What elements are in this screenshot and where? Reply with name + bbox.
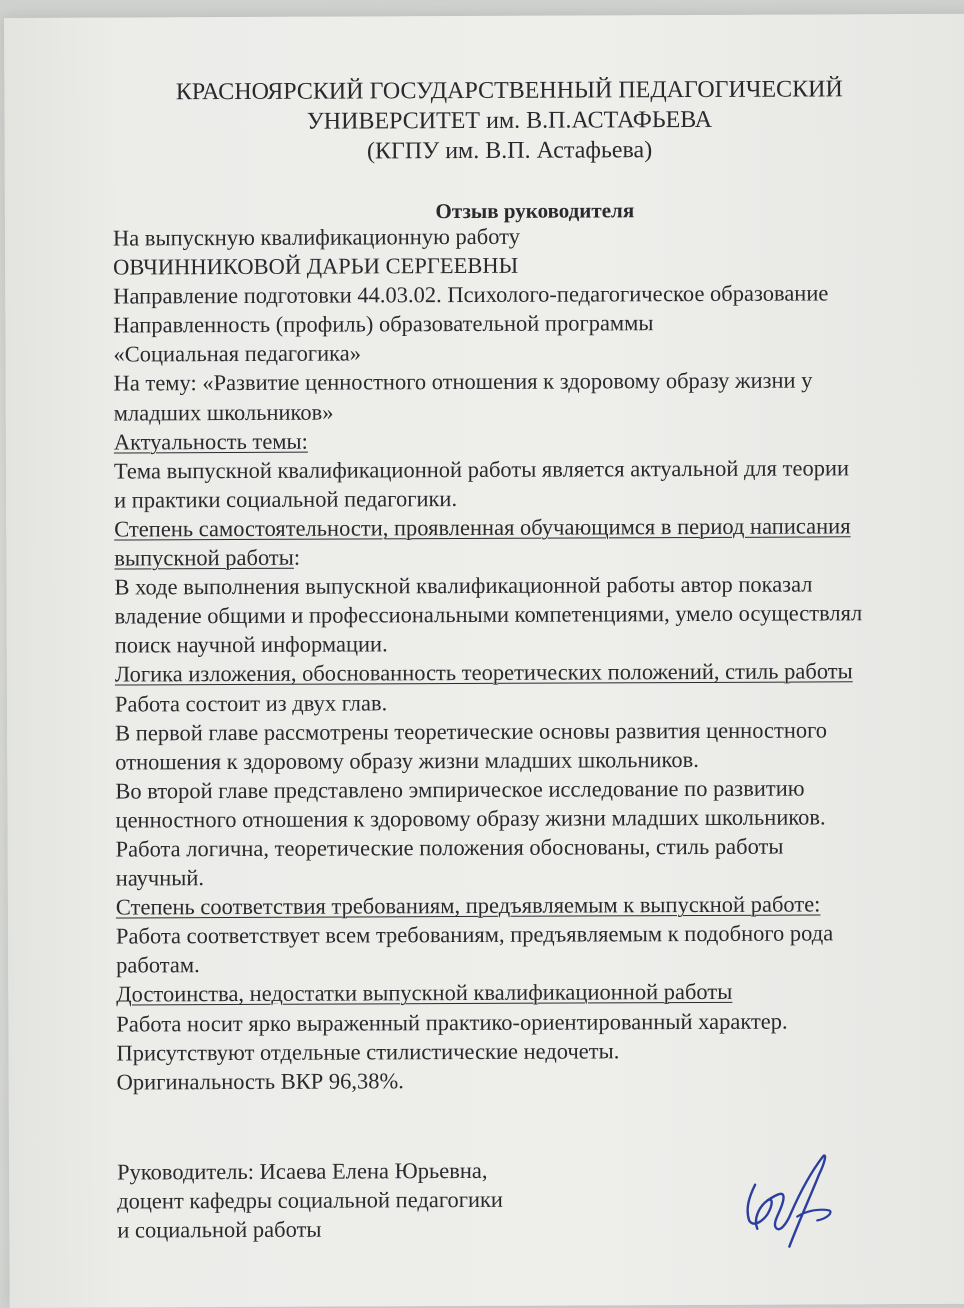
independence-heading-text-2: выпускной работы xyxy=(114,544,294,571)
independence-heading-colon: : xyxy=(293,544,301,570)
logic-text-2: В первой главе рассмотрены теоретические основы развития ценностного xyxy=(115,717,828,746)
document-page xyxy=(4,14,964,1308)
review-body xyxy=(113,220,964,1097)
independence-heading-1 xyxy=(114,511,964,544)
compliance-heading-text: Степень соответствия требованиям, предъявляемым к выпускной работе: xyxy=(115,891,821,920)
relevance-heading xyxy=(114,423,964,456)
university-header xyxy=(4,74,964,168)
relevance-text-2: и практики социальной педагогики. xyxy=(114,485,458,513)
merits-heading xyxy=(116,976,964,1009)
merits-text-3: Оригинальность ВКР 96,38%. xyxy=(116,1067,404,1095)
merits-heading-text: Достоинства, недостатки выпускной квалификационной работы xyxy=(116,979,733,1007)
logic-heading xyxy=(115,656,964,689)
supervisor-name: Руководитель: Исаева Елена Юрьевна, xyxy=(116,1157,488,1185)
relevance-heading-text: Актуальность темы: xyxy=(113,428,308,455)
relevance-text-1: Тема выпускной квалификационной работы является актуальной для теории xyxy=(113,455,850,484)
logic-text-1: Работа состоит из двух глав. xyxy=(114,689,388,717)
header-line-1: КРАСНОЯРСКИЙ ГОСУДАРСТВЕННЫЙ ПЕДАГОГИЧЕСКИЙ xyxy=(175,76,843,106)
document-title: Отзыв руководителя xyxy=(435,198,635,224)
independence-text-1: В ходе выполнения выпускной квалификационной работы автор показал xyxy=(114,571,813,600)
independence-text-2: владение общими и профессиональными компетенциями, умело осуществлял xyxy=(114,600,863,629)
signature-icon xyxy=(727,1134,848,1255)
merits-text-2: Присутствуют отдельные стилистические недочеты. xyxy=(116,1037,620,1066)
compliance-heading xyxy=(116,889,964,922)
logic-text-6: Работа логична, теоретические положения обоснованы, стиль работы xyxy=(115,833,784,862)
merits-text-1: Работа носит ярко выраженный практико-ориентированный характер. xyxy=(116,1008,788,1037)
header-line-2: УНИВЕРСИТЕТ им. В.П.АСТАФЬЕВА xyxy=(306,106,713,135)
header-line-3: (КГПУ им. В.П. Астафьева) xyxy=(366,137,653,165)
profile-label: Направленность (профиль) образовательной программы xyxy=(113,310,654,338)
profile-value: «Социальная педагогика» xyxy=(113,340,361,367)
logic-text-4: Во второй главе представлено эмпирическое исследование по развитию xyxy=(115,775,805,804)
independence-text-3: поиск научной информации. xyxy=(114,631,388,658)
intro-line: На выпускную квалификационную работу xyxy=(112,223,520,251)
supervisor-position: доцент кафедры социальной педагогики xyxy=(117,1186,504,1214)
logic-text-7: научный. xyxy=(115,865,205,891)
supervisor-block xyxy=(117,1156,503,1245)
student-name: ОВЧИННИКОВОЙ ДАРЬИ СЕРГЕЕВНЫ xyxy=(113,252,519,280)
logic-heading-text: Логика изложения, обоснованность теоретических положений, стиль работы xyxy=(114,658,853,687)
study-direction: Направление подготовки 44.03.02. Психолого-педагогическое образование xyxy=(113,280,829,309)
compliance-text-2: работам. xyxy=(116,952,200,978)
supervisor-department: и социальной работы xyxy=(117,1216,322,1243)
independence-heading-text-1: Степень самостоятельности, проявленная обучающимся в период написания xyxy=(114,513,851,542)
topic-line-1: На тему: «Развитие ценностного отношения к здоровому образу жизни у xyxy=(113,367,813,396)
logic-text-3: отношения к здоровому образу жизни младших школьников. xyxy=(115,746,699,775)
independence-heading-2 xyxy=(114,540,964,573)
compliance-text-1: Работа соответствует всем требованиям, предъявляемым к подобного рода xyxy=(115,920,834,949)
topic-line-2: младших школьников» xyxy=(113,399,334,426)
logic-text-5: ценностного отношения к здоровому образу жизни младших школьников. xyxy=(115,804,826,833)
